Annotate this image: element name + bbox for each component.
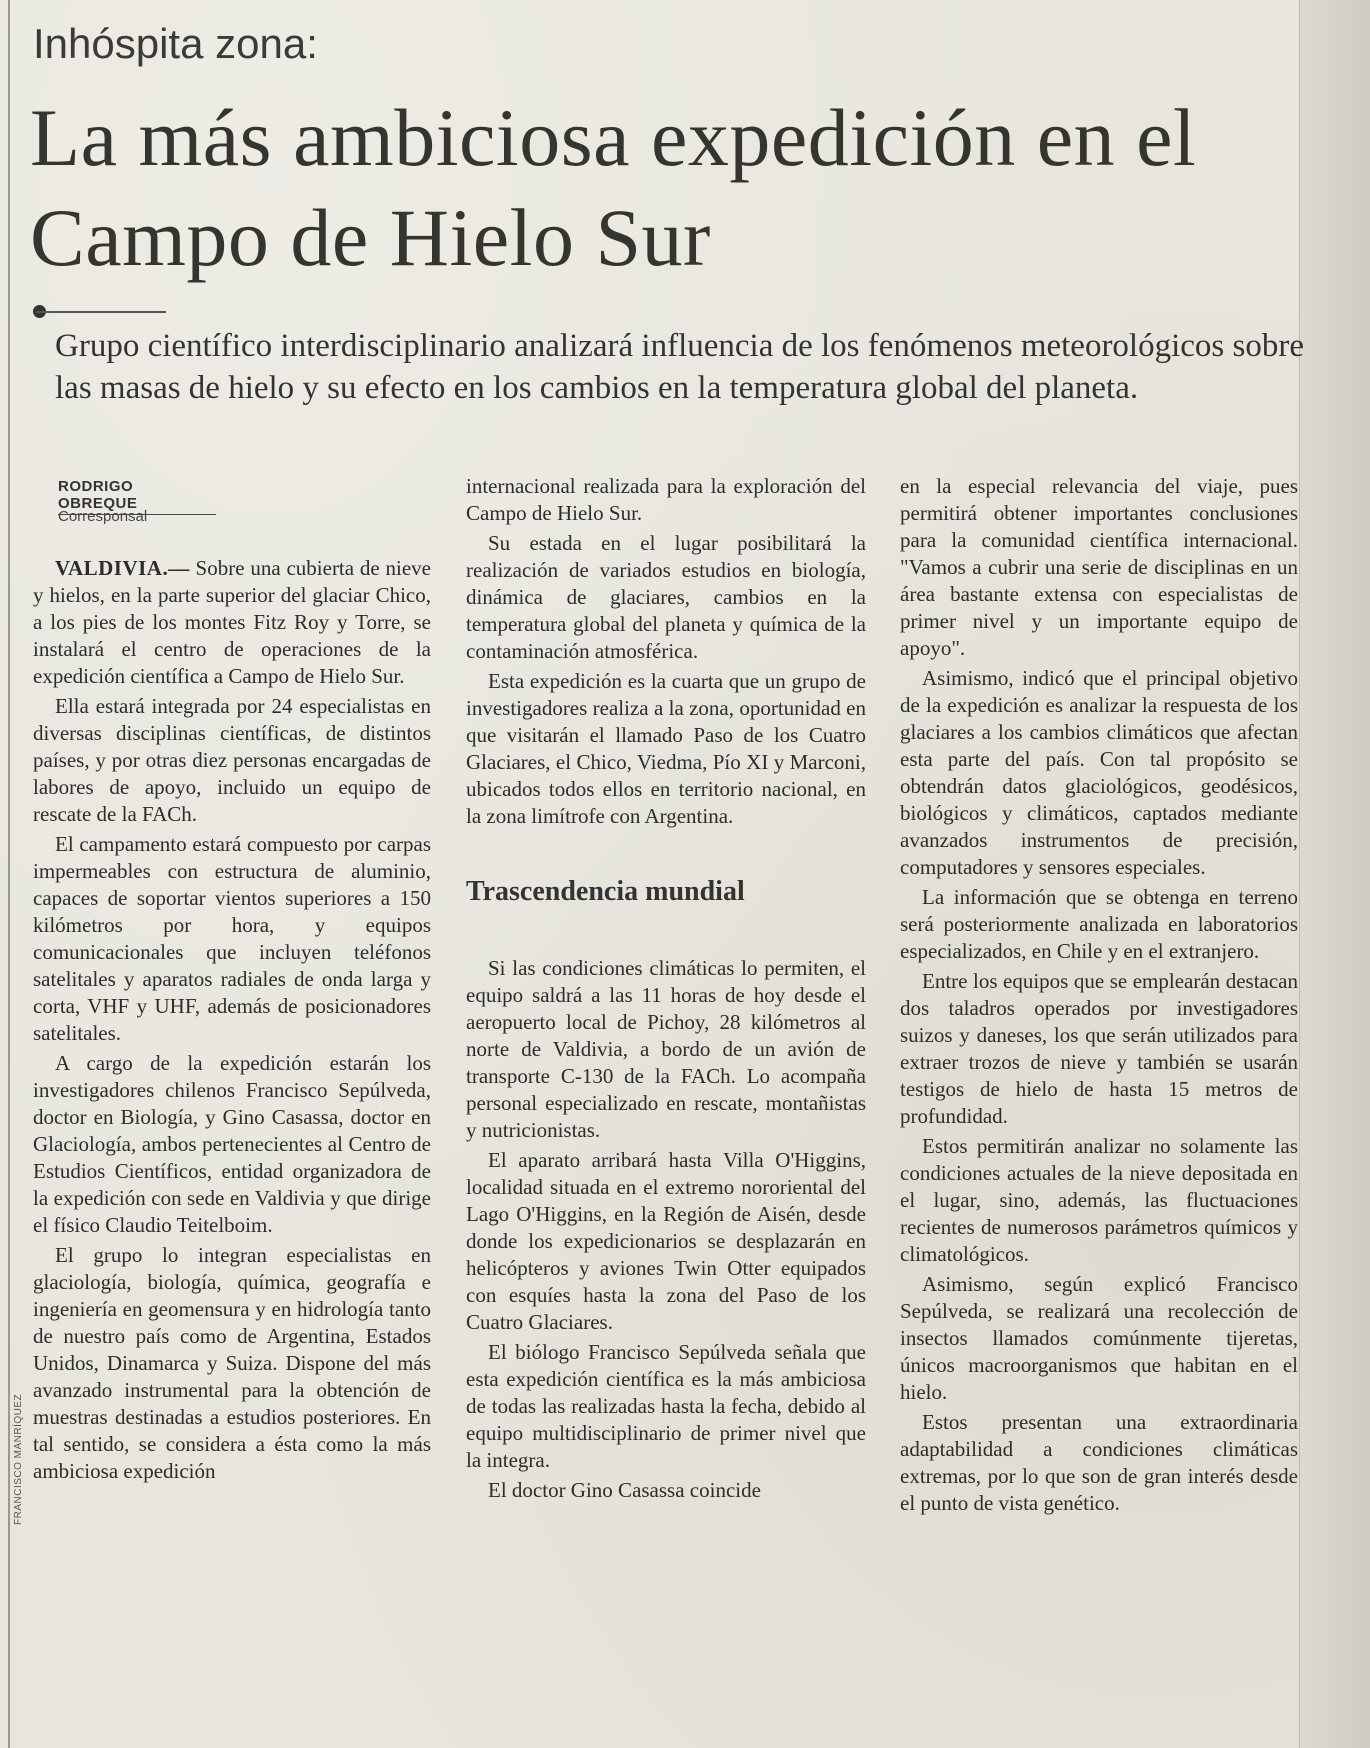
headline: La más ambiciosa expedición en el Campo de Hielo Sur	[30, 92, 1197, 283]
paragraph: Entre los equipos que se emplearán destacan dos taladros operados por investigadores suizos y daneses, los que serán utilizados para extraer trozos de nieve y también se usarán testigos de hielo de hasta 15 metros de profundidad.	[900, 969, 1298, 1128]
kicker: Inhóspita zona:	[33, 20, 318, 67]
deck: Grupo científico interdisciplinario analizará influencia de los fenómenos meteorológicos sobre las masas de hielo y su efecto en los cambios en la temperatura global del planeta.	[55, 328, 1304, 406]
paragraph: Si las condiciones climáticas lo permiten, el equipo saldrá a las 11 horas de hoy desde el aeropuerto local de Pichoy, 28 kilómetros al norte de Valdivia, a bordo de un avión de transporte C-130 de la FACh. Lo acompaña personal especializado en rescate, montañistas y nutricionistas.	[466, 956, 866, 1142]
paragraph: A cargo de la expedición estarán los investigadores chilenos Francisco Sepúlveda, doctor en Biología, y Gino Casassa, doctor en Glaciología, ambos pertenecientes al Centro de Estudios Científicos, entidad organizadora de la expedición con sede en Valdivia y que dirige el físico Claudio Teitelboim.	[33, 1051, 431, 1237]
photo-credit: FRANCISCO MANRÍQUEZ	[13, 1393, 24, 1525]
paragraph: internacional realizada para la exploración del Campo de Hielo Sur.	[466, 474, 866, 525]
page-edge-shadow	[1299, 0, 1370, 1748]
deck-rule	[36, 311, 166, 313]
paragraph: en la especial relevancia del viaje, pues permitirá obtener importantes conclusiones para la comunidad científica internacional. "Vamos a cubrir una serie de disciplinas en un área bastante extensa con especialistas de primer nivel y un importante equipo de apoyo".	[900, 474, 1298, 660]
subheading: Trascendencia mundial	[466, 876, 745, 907]
paragraph: El grupo lo integran especialistas en glaciología, biología, química, geografía e ingeniería en geomensura y en hidrología tanto de nuestro país como de Argentina, Estados Unidos, Dinamarca y Suiza. Dispone del más avanzado instrumental para la obtención de muestras destinadas a estudios posteriores. En tal sentido, se considera a ésta como la más ambiciosa expedición	[33, 1243, 431, 1483]
paragraph	[33, 555, 431, 690]
byline: RODRIGO OBREQUE	[58, 478, 216, 515]
paragraph-text: Sobre una cubierta de nieve y hielos, en la parte superior del glaciar Chico, a los pies de los montes Fitz Roy y Torre, se instalará el centro de operaciones de la expedición científica a Campo de Hielo Sur.	[33, 556, 431, 688]
paragraph: Su estada en el lugar posibilitará la realización de variados estudios en biología, dinámica de glaciares, cambios en la temperatura global del planeta y química de la contaminación atmosférica.	[466, 531, 866, 663]
byline-role: Corresponsal	[58, 508, 148, 525]
column-3	[900, 473, 1298, 1520]
paragraph: El aparato arribará hasta Villa O'Higgins, localidad situada en el extremo nororiental del Lago O'Higgins, en la Región de Aisén, desde donde los expedicionarios se desplazarán en helicópteros y aviones Twin Otter equipados con esquíes hasta la zona del Paso de los Cuatro Glaciares.	[466, 1148, 866, 1334]
paragraph: Asimismo, según explicó Francisco Sepúlveda, se realizará una recolección de insectos llamados comúnmente tijeretas, únicos macroorganismos que habitan en el hielo.	[900, 1272, 1298, 1404]
column-1	[33, 555, 431, 1488]
paragraph: El biólogo Francisco Sepúlveda señala que esta expedición científica es la más ambiciosa de todas las realizadas hasta la fecha, debido al equipo multidisciplinario de primer nivel que la integra.	[466, 1340, 866, 1472]
paragraph: Esta expedición es la cuarta que un grupo de investigadores realiza a la zona, oportunidad en que visitarán el llamado Paso de los Cuatro Glaciares, el Chico, Viedma, Pío XI y Marconi, ubicados todos ellos en territorio nacional, en la zona limítrofe con Argentina.	[466, 669, 866, 828]
paragraph: La información que se obtenga en terreno será posteriormente analizada en laboratorios especializados, en Chile y en el extranjero.	[900, 885, 1298, 963]
page-edge-rule	[8, 0, 10, 1748]
paragraph: Ella estará integrada por 24 especialistas en diversas disciplinas científicas, de distintos países, y por otras diez personas encargadas de labores de apoyo, incluido un equipo de rescate de la FACh.	[33, 694, 431, 826]
dateline: VALDIVIA.—	[55, 556, 190, 580]
paragraph: Estos presentan una extraordinaria adaptabilidad a condiciones climáticas extremas, por lo que son de gran interés desde el punto de vista genético.	[900, 1410, 1298, 1515]
paragraph: Estos permitirán analizar no solamente las condiciones actuales de la nieve depositada en el lugar, sino, además, las fluctuaciones recientes de numerosos parámetros químicos y climatológicos.	[900, 1134, 1298, 1266]
paragraph: Asimismo, indicó que el principal objetivo de la expedición es analizar la respuesta de los glaciares a los cambios climáticos que afectan esta parte del país. Con tal propósito se obtendrán datos glaciológicos, geodésicos, biológicos y climáticos, captados mediante avanzados instrumentos de precisión, computadores y sensores especiales.	[900, 666, 1298, 879]
paragraph: El campamento estará compuesto por carpas impermeables con estructura de aluminio, capaces de soportar vientos superiores a 150 kilómetros por hora, y equipos comunicacionales que incluyen teléfonos satelitales y aparatos radiales de onda larga y corta, VHF y UHF, además de posicionadores satelitales.	[33, 832, 431, 1045]
column-2	[466, 473, 866, 1507]
paragraph: El doctor Gino Casassa coincide	[488, 1478, 761, 1502]
